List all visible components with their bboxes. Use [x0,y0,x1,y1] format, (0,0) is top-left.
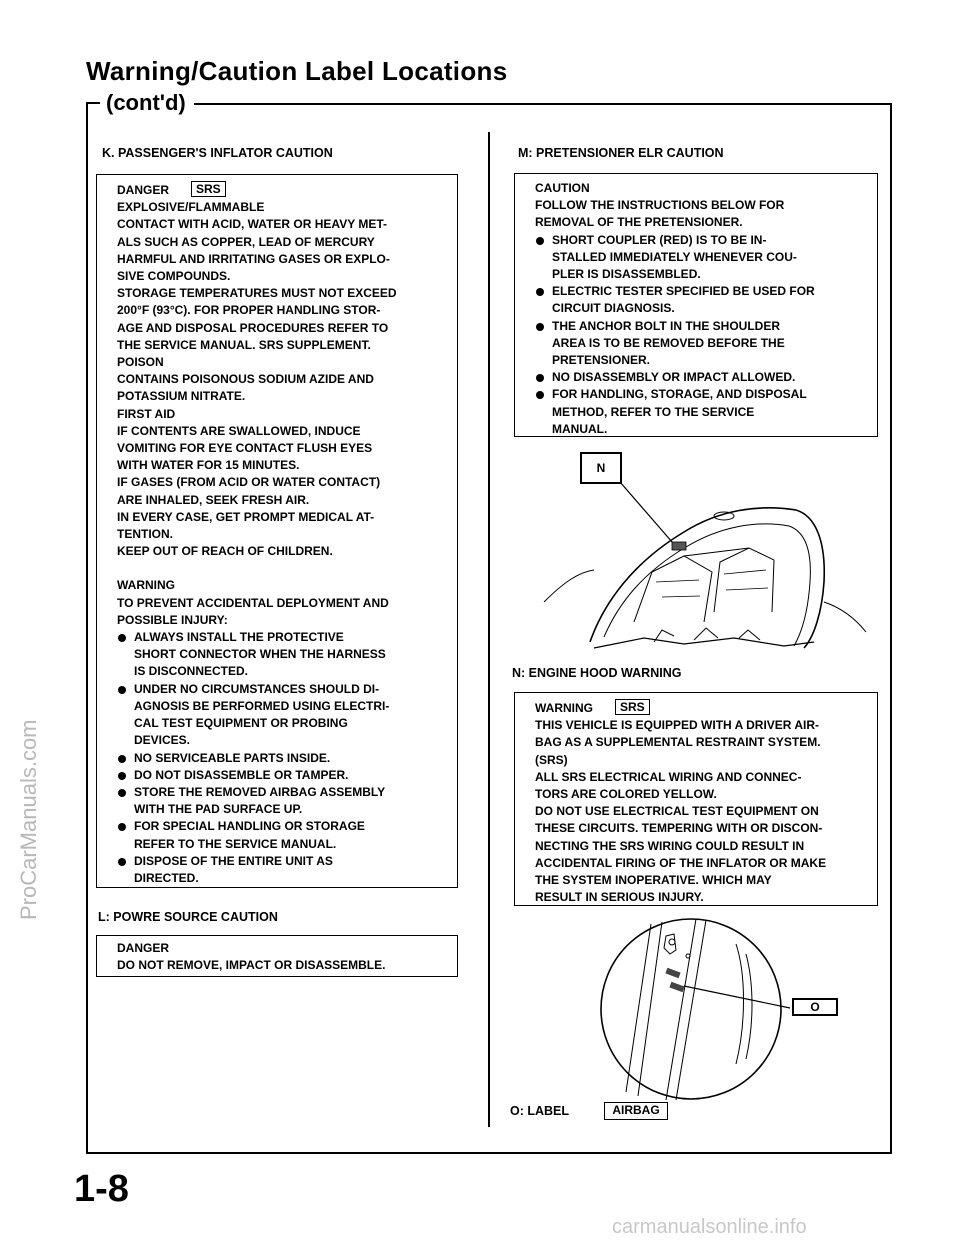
k-bullet-line: DISPOSE OF THE ENTIRE UNIT AS [134,853,333,868]
k-bullet-line: ALWAYS INSTALL THE PROTECTIVE [134,630,344,645]
k-bullet-line: FOR SPECIAL HANDLING OR STORAGE [134,819,365,834]
m-bullet-line: STALLED IMMEDIATELY WHENEVER COU- [552,249,797,264]
m-bullet [535,386,867,438]
k-bullet-line: DO NOT DISASSEMBLE OR TAMPER. [134,767,349,782]
k-line: ALS SUCH AS COPPER, LEAD OF MERCURY [117,234,375,249]
frame-bottom-rule [86,1152,892,1154]
k-bullet-line: STORE THE REMOVED AIRBAG ASSEMBLY [134,784,386,799]
k-line: STORAGE TEMPERATURES MUST NOT EXCEED [117,286,397,301]
frame-left-rule [86,102,88,1152]
frame-left-tick [88,102,100,104]
l-heading: L: POWRE SOURCE CAUTION [98,910,278,924]
k-line: DANGER [117,183,170,197]
k-line: IF GASES (FROM ACID OR WATER CONTACT) [117,475,381,490]
m-bullet-line: SHORT COUPLER (RED) IS TO BE IN- [552,232,767,247]
n-line: THIS VEHICLE IS EQUIPPED WITH A DRIVER AIR- [535,718,820,733]
k-bullet-line: REFER TO THE SERVICE MANUAL. [134,836,337,851]
k-line: ARE INHALED, SEEK FRESH AIR. [117,492,310,507]
k-srs-tag: SRS [191,181,226,197]
k-bullet-line: AGNOSIS BE PERFORMED USING ELECTRI- [134,698,390,713]
k-bullet [117,629,447,681]
k-warning-line: TO PREVENT ACCIDENTAL DEPLOYMENT AND [117,595,389,610]
n-srs-tag: SRS [615,699,650,715]
k-bullet-line: IS DISCONNECTED. [134,664,249,679]
m-bullet [535,369,867,386]
k-bullet-line: DEVICES. [134,733,191,748]
m-bullet-line: MANUAL. [552,421,608,436]
m-bullet [535,283,867,317]
n-line: THE SYSTEM INOPERATIVE. WHICH MAY [535,873,772,888]
k-bullet [117,767,447,784]
k-bullet-line: WITH THE PAD SURFACE UP. [134,802,303,817]
n-line: ALL SRS ELECTRICAL WIRING AND CONNEC- [535,769,802,784]
n-line: NECTING THE SRS WIRING COULD RESULT IN [535,838,805,853]
k-bullet-line: DIRECTED. [134,870,199,885]
k-bullet [117,784,447,818]
n-line: THESE CIRCUITS. TEMPERING WITH OR DISCON- [535,821,823,836]
k-line: THE SERVICE MANUAL. SRS SUPPLEMENT. [117,337,371,352]
k-line: EXPLOSIVE/FLAMMABLE [117,200,265,215]
n-line: DO NOT USE ELECTRICAL TEST EQUIPMENT ON [535,804,819,819]
k-spacer [117,560,447,577]
k-line: AGE AND DISPOSAL PROCEDURES REFER TO [117,320,389,335]
m-bullet-line: PLER IS DISASSEMBLED. [552,267,701,282]
o-heading: O: LABEL [510,1104,570,1118]
watermark-bottom: carmanualsonline.info [612,1216,807,1238]
k-bullet [117,681,447,750]
page-title: Warning/Caution Label Locations [86,56,508,86]
n-line: (SRS) [535,752,568,767]
column-divider [488,132,490,1127]
watermark-side: ProCarManuals.com [16,719,41,920]
o-airbag-tag: AIRBAG [604,1102,668,1120]
n-line: RESULT IN SERIOUS INJURY. [535,890,704,905]
m-heading: M: PRETENSIONER ELR CAUTION [518,146,724,160]
m-bullet [535,232,867,284]
m-bullet-line: AREA IS TO BE REMOVED BEFORE THE [552,335,785,350]
k-line: SIVE COMPOUNDS. [117,269,231,284]
k-line: TENTION. [117,527,173,542]
k-bullet-line: UNDER NO CIRCUMSTANCES SHOULD DI- [134,681,380,696]
k-line: HARMFUL AND IRRITATING GASES OR EXPLO- [117,251,390,266]
k-line: CONTAINS POISONOUS SODIUM AZIDE AND [117,372,374,387]
k-bullet-line: CAL TEST EQUIPMENT OR PROBING [134,716,348,731]
l-label-box [96,935,458,977]
k-heading: K. PASSENGER'S INFLATOR CAUTION [102,146,333,160]
m-bullet-line: ELECTRIC TESTER SPECIFIED BE USED FOR [552,284,815,299]
n-line: ACCIDENTAL FIRING OF THE INFLATOR OR MAKE [535,855,827,870]
page-number: 1-8 [74,1168,129,1210]
k-line: IF CONTENTS ARE SWALLOWED, INDUCE [117,423,361,438]
k-bullet-line: SHORT CONNECTOR WHEN THE HARNESS [134,647,386,662]
k-line: POTASSIUM NITRATE. [117,389,246,404]
k-bullet [117,818,447,852]
frame-right-rule [890,103,892,1153]
m-bullet-line: FOR HANDLING, STORAGE, AND DISPOSAL [552,387,807,402]
m-bullet-line: METHOD, REFER TO THE SERVICE [552,404,755,419]
k-line: CONTACT WITH ACID, WATER OR HEAVY MET- [117,217,387,232]
k-warning-line: POSSIBLE INJURY: [117,612,228,627]
engine-hood-illustration [534,452,874,652]
k-line: FIRST AID [117,406,176,421]
m-label-box [514,173,878,437]
k-bullet [117,853,447,887]
n-heading: N: ENGINE HOOD WARNING [512,666,682,680]
k-line: POISON [117,355,164,370]
k-line: VOMITING FOR EYE CONTACT FLUSH EYES [117,441,373,456]
m-line: CAUTION [535,181,590,195]
l-line: DANGER [117,941,170,955]
l-line: DO NOT REMOVE, IMPACT OR DISASSEMBLE. [117,958,386,973]
k-warning-title: WARNING [117,578,175,593]
k-bullet [117,750,447,767]
n-line: WARNING [535,701,593,715]
n-line: TORS ARE COLORED YELLOW. [535,787,717,802]
callout-n: N [580,452,622,484]
n-label-box [514,692,878,906]
pillar-label-illustration [596,914,816,1104]
page-subtitle: (cont'd) [106,90,186,115]
k-line: WITH WATER FOR 15 MINUTES. [117,458,300,473]
m-bullet-line: THE ANCHOR BOLT IN THE SHOULDER [552,318,780,333]
m-bullet-line: CIRCUIT DIAGNOSIS. [552,301,675,316]
m-line: REMOVAL OF THE PRETENSIONER. [535,215,743,230]
k-line: IN EVERY CASE, GET PROMPT MEDICAL AT- [117,509,375,524]
k-bullet-line: NO SERVICEABLE PARTS INSIDE. [134,750,331,765]
m-bullet-line: NO DISASSEMBLY OR IMPACT ALLOWED. [552,370,796,385]
frame-top-rule [194,103,890,105]
k-line: KEEP OUT OF REACH OF CHILDREN. [117,544,333,559]
callout-o: O [792,998,838,1016]
k-line: 200°F (93°C). FOR PROPER HANDLING STOR- [117,303,381,318]
n-line: BAG AS A SUPPLEMENTAL RESTRAINT SYSTEM. [535,735,821,750]
m-line: FOLLOW THE INSTRUCTIONS BELOW FOR [535,198,785,213]
m-bullet [535,318,867,370]
k-label-box [96,174,458,888]
m-bullet-line: PRETENSIONER. [552,353,651,368]
